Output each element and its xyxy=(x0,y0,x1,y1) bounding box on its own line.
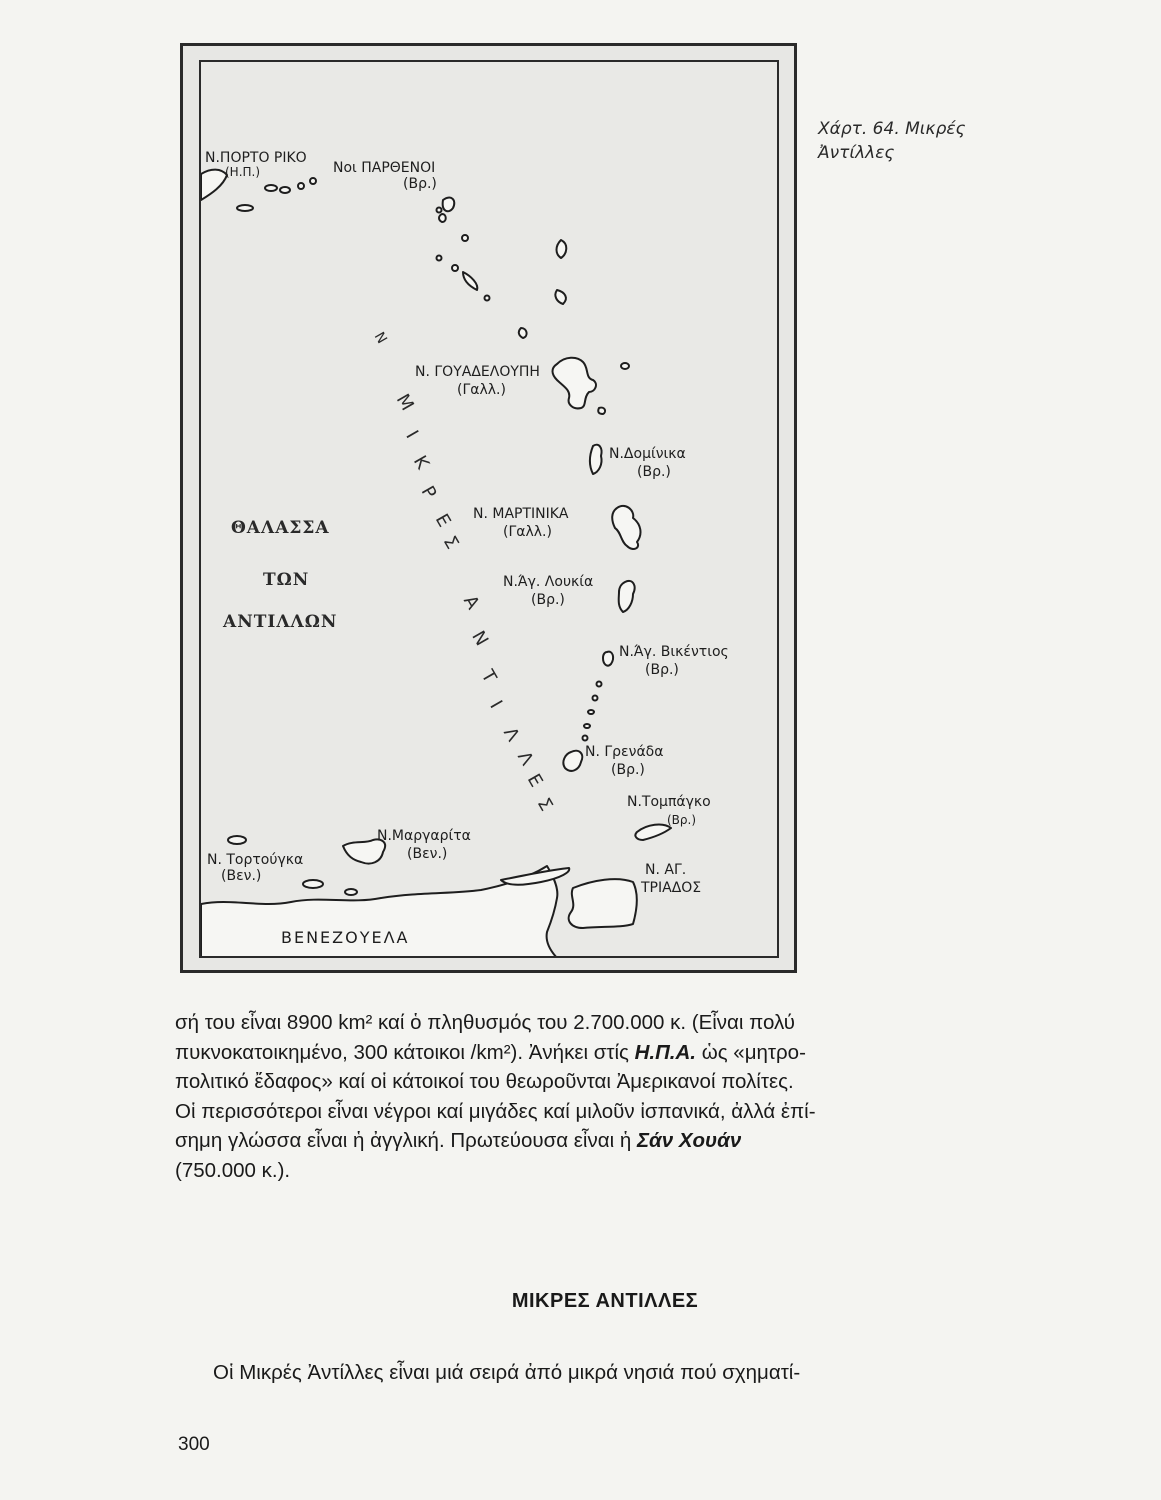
label-venezuela: ΒΕΝΕΖΟΥΕΛΑ xyxy=(281,928,410,947)
label-martinique-sub: (Γαλλ.) xyxy=(503,524,552,540)
island-martinique xyxy=(612,506,640,549)
label-trinidad-name: ΤΡΙΑΔΟΣ xyxy=(641,880,702,896)
island-antigua xyxy=(555,290,565,304)
chain-letter: Λ xyxy=(498,723,524,746)
section-heading: ΜΙΚΡΕΣ ΑΝΤΙΛΛΕΣ xyxy=(511,1290,699,1312)
paragraph-line xyxy=(175,1067,1035,1097)
chain-letter: Α xyxy=(458,591,484,614)
label-st-lucia-sub: (Βρ.) xyxy=(531,592,565,608)
map-caption-line1: Χάρτ. 64. Μικρές xyxy=(818,119,966,139)
paragraph-line xyxy=(175,1038,1035,1068)
island-small xyxy=(237,205,253,211)
text-run: Οἱ περισσότεροι εἶναι νέγροι καί μιγάδες καί μιλοῦν ἰσπανικά, ἀλλά ἐπί- xyxy=(175,1099,816,1123)
island-dominica xyxy=(590,445,602,474)
label-virgin-islands: Νοι ΠΑΡΘΕΝΟΙ xyxy=(333,160,436,176)
island-small xyxy=(437,256,442,261)
island-small xyxy=(345,889,357,895)
chain-letter: Κ xyxy=(408,452,433,473)
label-dominica-sub: (Βρ.) xyxy=(637,464,671,480)
chain-letter: Ν xyxy=(370,329,390,347)
paragraph-line xyxy=(175,1156,1035,1186)
sea-label-line1: ΘΑΛΑΣΣΑ xyxy=(231,518,330,538)
island-barbuda xyxy=(557,240,567,258)
island-tortuga xyxy=(228,836,246,844)
island-les-saintes xyxy=(598,408,605,414)
chain-letter: Ε xyxy=(522,770,547,791)
text-run: πολιτικό ἔδαφος» καί οἱ κάτοικοί του θεωροῦνται Ἀμερικανοί πολίτες. xyxy=(175,1070,794,1093)
label-virgin-islands-sub: (Βρ.) xyxy=(403,176,437,192)
island-grenada xyxy=(563,751,582,771)
island-st-lucia xyxy=(619,581,635,612)
text-run: ὡς «μητρο- xyxy=(696,1040,806,1064)
chain-letter: Λ xyxy=(512,747,538,770)
text-emphasis: Σάν Χουάν xyxy=(636,1129,742,1152)
map-caption-line2: Ἀντίλλες xyxy=(818,143,895,163)
label-tobago-sub: (Βρ.) xyxy=(667,813,697,827)
island-guadeloupe xyxy=(553,358,596,409)
label-st-vincent: Ν.Άγ. Βικέντιος xyxy=(619,644,729,660)
island-grenadine xyxy=(597,682,602,687)
island-small xyxy=(485,296,490,301)
text-run: σή του εἶναι 8900 km² καί ὁ πληθυσμός του 2.700.000 κ. (Εἶναι πολύ xyxy=(175,1011,795,1034)
label-grenada: Ν. Γρενάδα xyxy=(585,744,664,760)
island-virgin-5 xyxy=(437,208,442,213)
island-marie-galante xyxy=(621,363,629,369)
label-puerto-rico-sub: (Η.Π.) xyxy=(225,165,261,179)
label-trinidad: Ν. ΑΓ. xyxy=(645,862,687,878)
island-grenadine xyxy=(593,696,598,701)
label-tortuga-sub: (Βεν.) xyxy=(221,868,262,884)
label-margarita-sub: (Βεν.) xyxy=(407,846,448,862)
paragraph-line xyxy=(175,1008,1035,1038)
island-virgin-2 xyxy=(280,187,290,193)
paragraph-line xyxy=(175,1097,1035,1127)
chain-letter: Ι xyxy=(401,426,423,443)
chain-letter: Τ xyxy=(476,666,501,687)
island-grenadine xyxy=(584,724,590,728)
label-st-vincent-sub: (Βρ.) xyxy=(645,662,679,678)
text-run: (750.000 κ.). xyxy=(175,1158,291,1182)
map-panel xyxy=(199,60,779,958)
island-st-vincent xyxy=(603,652,613,666)
sea-label-line3: ΑΝΤΙΛΛΩΝ xyxy=(223,612,338,632)
island-montserrat xyxy=(519,328,527,338)
chain-letter: Μ xyxy=(391,390,418,415)
island-virgin-3 xyxy=(298,183,304,189)
island-saba xyxy=(439,214,446,222)
chain-letter: Ε xyxy=(430,510,455,531)
text-run: σημη γλώσσα εἶναι ἡ ἀγγλική. Πρωτεύουσα εἶναι ἡ xyxy=(175,1129,637,1152)
label-tortuga: Ν. Τορτούγκα xyxy=(207,852,304,868)
label-martinique: Ν. ΜΑΡΤΙΝΙΚΑ xyxy=(473,506,569,522)
text-run: πυκνοκατοικημένο, 300 κάτοικοι /km²). Ἀνήκει στίς xyxy=(175,1040,635,1064)
map-caption xyxy=(818,117,966,165)
island-small xyxy=(303,880,323,888)
label-guadeloupe-sub: (Γαλλ.) xyxy=(457,382,506,398)
island-grenadine xyxy=(588,710,594,714)
chain-letter: Ρ xyxy=(416,482,441,503)
label-dominica: Ν.Δομίνικα xyxy=(609,446,686,462)
chain-letter: Σ xyxy=(532,794,557,815)
page-number: 300 xyxy=(178,1434,210,1455)
island-virgin-4 xyxy=(310,178,316,184)
label-guadeloupe: Ν. ΓΟΥΑΔΕΛΟΥΠΗ xyxy=(415,364,540,380)
island-small xyxy=(462,235,468,241)
label-margarita: Ν.Μαργαρίτα xyxy=(377,828,471,844)
chain-letter: Ι xyxy=(485,696,507,713)
label-tobago: Ν.Τομπάγκο xyxy=(627,794,711,810)
island-grenadine xyxy=(583,736,588,741)
island-virgin-1 xyxy=(265,185,277,191)
label-puerto-rico: Ν.ΠΟΡΤΟ ΡΙΚΟ xyxy=(205,150,307,166)
paragraph-line xyxy=(175,1126,1035,1156)
paria-peninsula xyxy=(501,868,569,885)
island-tobago xyxy=(635,825,671,840)
label-grenada-sub: (Βρ.) xyxy=(611,762,645,778)
section-paragraph: Οἱ Μικρές Ἀντίλλες εἶναι μιά σειρά ἀπό μικρά νησιά πού σχηματί- xyxy=(213,1361,801,1384)
map-figure xyxy=(180,43,797,973)
label-st-lucia: Ν.Άγ. Λουκία xyxy=(503,574,594,590)
island-puerto-rico xyxy=(201,170,227,200)
island-small xyxy=(452,265,458,271)
body-paragraph xyxy=(175,1008,1035,1185)
sea-label-line2: ΤΩΝ xyxy=(263,570,310,590)
chain-letter: Σ xyxy=(438,532,463,553)
island-trinidad xyxy=(569,879,637,928)
island-anguilla xyxy=(443,198,455,212)
island-st-kitts xyxy=(463,272,477,290)
chain-letter: Ν xyxy=(467,627,493,650)
text-emphasis: Η.Π.Α. xyxy=(634,1040,697,1064)
